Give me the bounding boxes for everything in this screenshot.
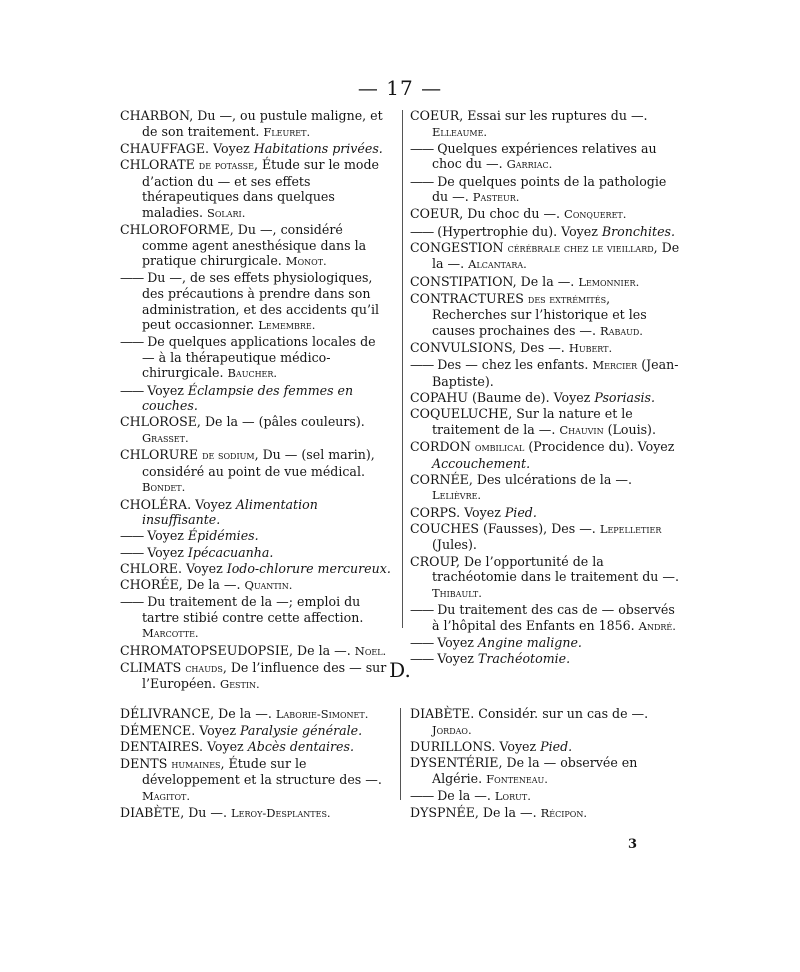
index-entry <box>410 739 685 755</box>
index-entry <box>410 755 685 787</box>
entry-small-caps: Garriac. <box>506 157 553 172</box>
entry-small-caps: Conqueret. <box>564 207 627 222</box>
entry-text: , Étude sur le mode d’action du — et ses effets thérapeutiques dans quelques maladies. <box>142 156 379 220</box>
entry-small-caps: André. <box>638 618 676 633</box>
entry-small-caps: Marcotte. <box>142 626 199 641</box>
index-entry <box>120 108 392 140</box>
index-entry <box>410 521 682 553</box>
entry-text: CORNÉE, Des ulcérations de la —. <box>410 471 632 487</box>
entry-small-caps: Chauvin <box>559 422 604 437</box>
entry-text: CHARBON, Du —, ou pustule maligne, et de son traitement. <box>120 108 383 139</box>
index-entry <box>410 357 682 389</box>
repeat-dash: —— <box>410 634 434 650</box>
repeat-dash: —— <box>120 544 144 560</box>
index-entry <box>120 141 392 157</box>
entry-text: COQUELUCHE, Sur la nature et le traitement de la —. <box>410 406 633 437</box>
entry-small-caps: Lorut. <box>494 788 531 803</box>
index-entry <box>120 383 392 414</box>
index-entry <box>410 174 682 206</box>
entry-small-caps: Lemembre. <box>258 318 316 333</box>
index-entry <box>410 390 682 406</box>
entry-italic: Accouchement. <box>432 455 531 471</box>
entry-text: , De la —. <box>432 239 680 272</box>
column-divider-d <box>400 708 401 800</box>
index-entry <box>410 291 682 340</box>
entry-text: DYSPNÉE, De la —. <box>410 804 541 820</box>
entry-small-caps: Noel. <box>354 643 387 658</box>
entry-small-caps: Lelièvre. <box>432 488 482 503</box>
index-entry <box>120 528 392 544</box>
column-d-left <box>120 706 395 822</box>
repeat-dash: —— <box>410 601 434 617</box>
index-entry <box>410 706 685 738</box>
entry-text: (Jean-Baptiste). <box>432 357 679 389</box>
index-entry <box>410 206 682 223</box>
repeat-dash: —— <box>120 334 144 350</box>
entry-small-caps: Fonteneau. <box>486 771 548 786</box>
repeat-dash: —— <box>410 140 434 156</box>
index-entry <box>120 805 395 822</box>
entry-small-caps: Jordao. <box>432 722 472 737</box>
index-entry <box>120 545 392 561</box>
entry-small-caps: Elleaume. <box>432 124 488 139</box>
entry-text: Voyez <box>147 528 188 544</box>
index-entry <box>410 635 682 651</box>
entry-small-caps: Mercier <box>592 358 638 373</box>
entry-italic: Pied. <box>540 738 573 754</box>
index-entry <box>120 414 392 446</box>
entry-small-caps: cérébrale chez le vieillard <box>507 240 654 255</box>
entry-italic: Habitations privées. <box>253 140 383 156</box>
entry-text: COUCHES (Fausses), Des —. <box>410 520 600 536</box>
entry-text: , Du — (sel marin), considéré au point de vue médical. <box>142 447 375 479</box>
entry-text: Du —, de ses effets physiologiques, des précautions à prendre dans son administration, et des accidents qu’il peut occasionner. <box>142 270 380 333</box>
entry-small-caps: humaines <box>171 756 221 771</box>
index-entry <box>120 222 392 270</box>
repeat-dash: —— <box>120 594 144 610</box>
entry-small-caps: ombilical <box>474 440 525 454</box>
repeat-dash: —— <box>120 382 144 398</box>
entry-text: De quelques applications locales de — à la thérapeutique médico-chirurgicale. <box>142 334 376 381</box>
entry-text: Des — chez les enfants. <box>437 357 593 373</box>
repeat-dash: —— <box>410 223 434 239</box>
entry-small-caps: de sodium <box>202 448 255 463</box>
entry-small-caps: Lepelletier <box>599 521 662 536</box>
entry-text: CHORÉE, De la —. <box>120 576 245 592</box>
page-number: — 17 — <box>357 76 443 100</box>
entry-text: CHAUFFAGE. Voyez <box>120 140 254 156</box>
entry-text: CONTRACTURES <box>410 290 528 306</box>
index-entry <box>120 723 395 739</box>
entry-text: , De l’influence des — sur l’Européen. <box>142 659 387 692</box>
index-entry <box>120 447 392 496</box>
index-entry <box>410 439 682 471</box>
entry-text: De quelques points de la pathologie du —. <box>432 173 667 205</box>
entry-small-caps: Alcantara. <box>468 257 527 272</box>
entry-text: (Louis). <box>603 421 656 437</box>
entry-text: CONVULSIONS, Des —. <box>410 340 569 356</box>
entry-small-caps: Grasset. <box>142 431 189 446</box>
entry-text: DÉLIVRANCE, De la —. <box>120 706 276 721</box>
index-entry <box>120 334 392 382</box>
entry-text: DYSENTÉRIE, De la — observée en Algérie. <box>410 754 638 786</box>
entry-italic: Trachéotomie. <box>477 650 571 666</box>
index-entry <box>410 602 682 634</box>
entry-text: Quelques expériences relatives au choc du —. <box>432 140 657 172</box>
index-entry <box>410 240 682 273</box>
entry-italic: Psoriasis. <box>594 390 656 406</box>
entry-text: Voyez <box>147 382 188 398</box>
entry-text: DIABÈTE, Du —. <box>120 804 232 820</box>
entry-text: DURILLONS. Voyez <box>410 738 541 754</box>
entry-small-caps: Rabaud. <box>600 323 643 338</box>
index-entry <box>410 108 682 140</box>
entry-text: CORPS. Voyez <box>410 504 505 520</box>
repeat-dash: —— <box>410 173 434 189</box>
column-divider <box>402 110 403 628</box>
entry-small-caps: Monot. <box>285 254 327 269</box>
entry-text: CROUP, De l’opportunité de la trachéotomie dans le traitement du —. <box>410 553 679 585</box>
index-entry <box>410 505 682 521</box>
entry-text: De la —. <box>437 787 495 803</box>
repeat-dash: —— <box>410 650 434 666</box>
index-entry <box>410 340 682 357</box>
entry-small-caps: Solari. <box>207 205 246 220</box>
column-c-right <box>410 108 682 667</box>
entry-italic: Épidémies. <box>187 528 259 544</box>
entry-italic: Bronchites. <box>601 223 676 239</box>
folio-mark: 3 <box>628 837 638 852</box>
entry-text: , Recherches sur l’historique et les causes prochaines des —. <box>432 290 647 338</box>
index-entry <box>120 577 392 594</box>
entry-italic: Angine maligne. <box>477 634 582 650</box>
column-d-right <box>410 706 685 822</box>
entry-text: (Jules). <box>432 537 477 553</box>
index-entry <box>410 406 682 438</box>
entry-italic: Paralysie générale. <box>239 723 363 739</box>
entry-text: COEUR, Du choc du —. <box>410 206 565 222</box>
entry-text: Du traitement des cas de — observés à l’hôpital des Enfants en 1856. <box>432 601 675 633</box>
entry-text: CHLORATE <box>120 156 199 172</box>
entry-text: CHLOROSE, De la — (pâles couleurs). <box>120 414 365 430</box>
entry-small-caps: Leroy-Desplantes. <box>231 805 331 820</box>
index-entry <box>120 594 392 642</box>
entry-small-caps: Gestin. <box>220 677 260 692</box>
entry-text: CHLOROFORME, Du —, considéré comme agent anesthésique dans la pratique chirurgicale. <box>120 221 367 269</box>
index-entry <box>410 554 682 602</box>
entry-text: DENTAIRES. Voyez <box>120 739 248 755</box>
index-entry <box>120 497 392 528</box>
entry-text: Voyez <box>437 650 478 666</box>
entry-small-caps: Thibault. <box>432 585 482 600</box>
entry-italic: Iodo-chlorure mercureux. <box>226 560 391 576</box>
entry-text: CHROMATOPSEUDOPSIE, De la —. <box>120 642 355 658</box>
repeat-dash: —— <box>120 270 144 286</box>
repeat-dash: —— <box>410 787 434 803</box>
repeat-dash: —— <box>120 528 144 544</box>
index-entry <box>120 706 395 723</box>
entry-small-caps: Fleuret. <box>263 124 311 139</box>
entry-text: CHLORE. Voyez <box>120 560 227 576</box>
entry-text: Voyez <box>437 634 478 650</box>
entry-text: COPAHU (Baume de). Voyez <box>410 390 595 406</box>
entry-small-caps: Quantin. <box>244 577 293 592</box>
entry-text: Voyez <box>147 544 188 560</box>
index-entry <box>410 472 682 504</box>
index-entry <box>120 270 392 333</box>
section-heading-d: D. <box>389 658 411 682</box>
entry-small-caps: Lemonnier. <box>578 274 640 289</box>
entry-small-caps: Laborie-Simonet. <box>275 707 369 721</box>
index-entry <box>120 739 395 755</box>
entry-text: (Procidence du). Voyez <box>524 439 675 454</box>
repeat-dash: —— <box>410 357 434 373</box>
entry-text: DIABÈTE. Considér. sur un cas de —. <box>410 706 649 721</box>
entry-small-caps: Baucher. <box>227 366 278 381</box>
index-entry <box>120 157 392 221</box>
index-entry <box>410 805 685 822</box>
entry-text: COEUR, Essai sur les ruptures du —. <box>410 108 648 123</box>
index-entry <box>120 643 392 660</box>
column-c-left <box>120 108 392 693</box>
index-entry <box>120 561 392 577</box>
entry-small-caps: Bondet. <box>142 480 186 495</box>
index-entry <box>410 274 682 291</box>
entry-small-caps: des extrémités <box>527 291 607 306</box>
entry-small-caps: Magitot. <box>142 788 190 803</box>
entry-text: Du traitement de la —; emploi du tartre stibié contre cette affection. <box>142 594 364 625</box>
entry-text: DÉMENCE. Voyez <box>120 723 240 739</box>
entry-text: DENTS <box>120 755 172 771</box>
index-entry <box>120 756 395 805</box>
index-entry <box>410 141 682 173</box>
entry-text: CHOLÉRA. Voyez <box>120 496 236 512</box>
entry-italic: Pied. <box>504 504 537 520</box>
entry-text: (Hypertrophie du). Voyez <box>437 223 602 239</box>
entry-small-caps: Hubert. <box>568 341 613 356</box>
index-entry <box>410 788 685 805</box>
entry-text: CLIMATS <box>120 659 186 675</box>
entry-text: , Étude sur le développement et la structure des —. <box>142 755 382 788</box>
entry-text: CONSTIPATION, De la —. <box>410 273 579 289</box>
index-entry <box>410 224 682 240</box>
entry-small-caps: de potasse <box>198 157 254 172</box>
entry-italic: Ipécacuanha. <box>187 544 274 560</box>
entry-small-caps: chauds <box>185 660 223 675</box>
entry-italic: Abcès dentaires. <box>247 739 354 755</box>
entry-text: CONGESTION <box>410 239 508 255</box>
entry-italic: Alimentation insuffisante. <box>142 496 318 528</box>
entry-text: CHLORURE <box>120 447 203 463</box>
entry-small-caps: Pasteur. <box>472 190 520 205</box>
entry-italic: Éclampsie des femmes en couches. <box>142 382 354 414</box>
entry-small-caps: Récipon. <box>540 805 588 820</box>
entry-text: CORDON <box>410 439 475 454</box>
